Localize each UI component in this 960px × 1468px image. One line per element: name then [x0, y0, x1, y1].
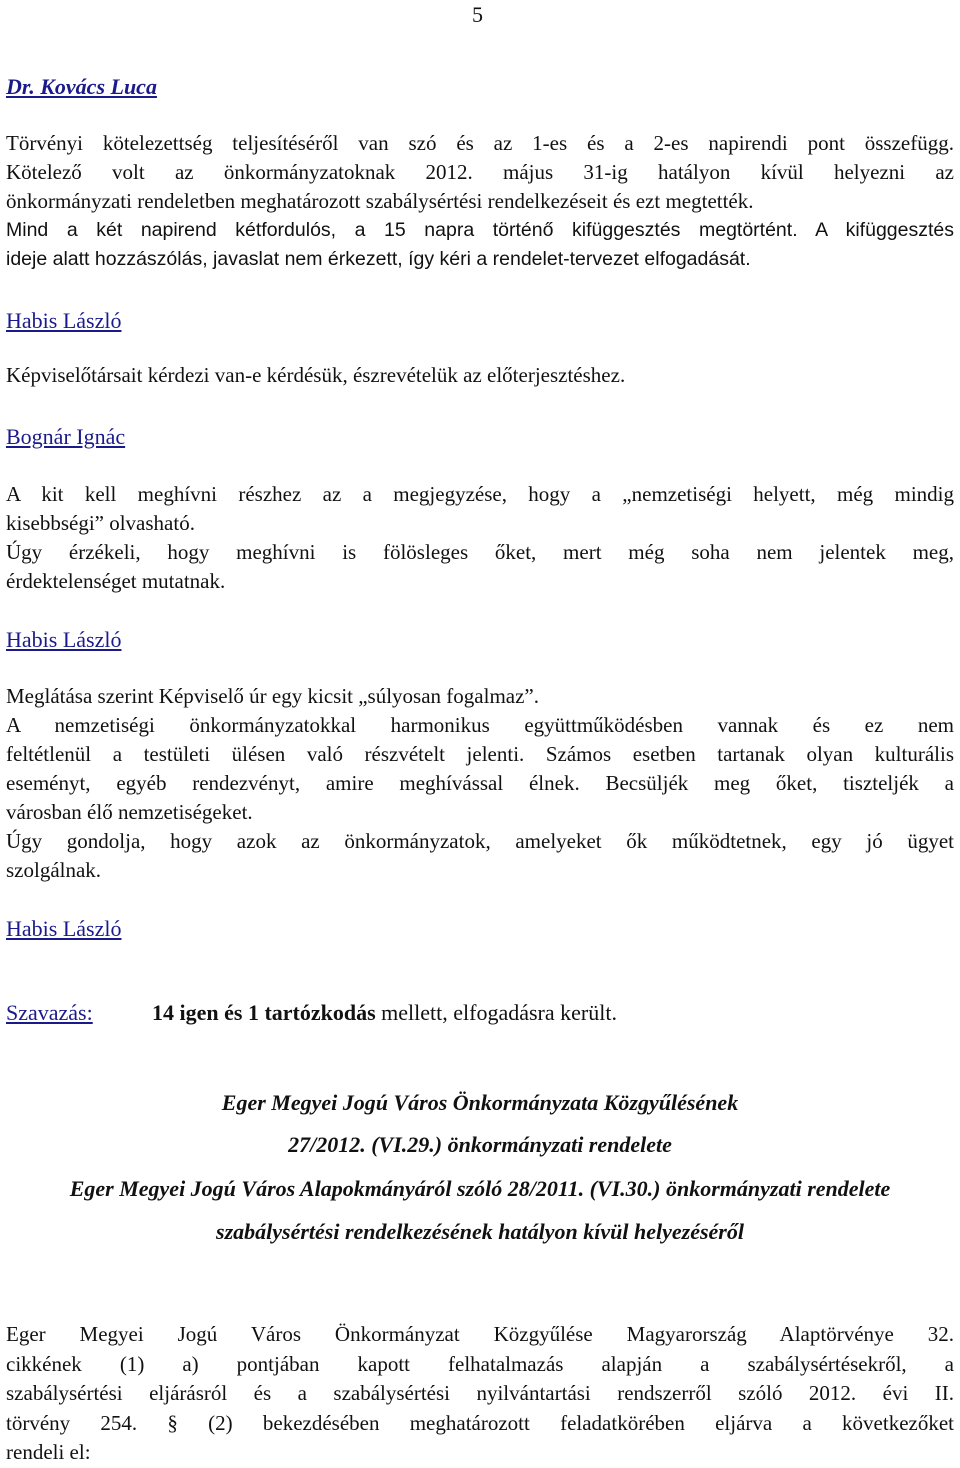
paragraph-line: kisebbségi” olvasható. [6, 511, 195, 535]
preamble-paragraph [6, 1320, 954, 1468]
decree-title-line-1: Eger Megyei Jogú Város Önkormányzata Közgyűlésének [221, 1090, 739, 1115]
speaker-name: Habis László [6, 916, 122, 941]
paragraph-line: szabálysértési eljárásról és a szabálysértési nyilvántartási rendszerről szóló 2012. évi II. [6, 1381, 954, 1405]
decree-title-line-2: 27/2012. (VI.29.) önkormányzati rendelete [288, 1132, 672, 1157]
paragraph [6, 480, 954, 596]
paragraph-line: önkormányzati rendeletben meghatározott szabálysértési rendelkezéseit és ezt megtették. [6, 189, 754, 213]
paragraph-line: városban élő nemzetiségeket. [6, 800, 253, 824]
paragraph-line: feltétlenül a testületi ülésen való részvételt jelenti. Számos esetben tartanak olyan kulturális [6, 742, 954, 766]
paragraph-line: Úgy érzékeli, hogy meghívni is fölösleges őket, mert még soha nem jelentek meg, [6, 540, 954, 564]
paragraph-line: eseményt, egyéb rendezvényt, amire meghívással élnek. Becsüljék meg őket, tiszteljék a [6, 771, 954, 795]
paragraph [6, 129, 954, 274]
decree-title-line-4: szabálysértési rendelkezésének hatályon kívül helyezéséről [216, 1219, 744, 1244]
speaker-name: Dr. Kovács Luca [6, 74, 157, 99]
paragraph-line: törvény 254. § (2) bekezdésében meghatározott feladatkörében eljárva a következőket [6, 1410, 954, 1435]
paragraph-line: ideje alatt hozzászólás, javaslat nem érkezett, így kéri a rendelet-tervezet elfogadását. [6, 248, 751, 270]
vote-label: Szavazás: [6, 1000, 93, 1025]
paragraph-line: A nemzetiségi önkormányzatokkal harmonikus együttműködésben vannak és ez nem [6, 713, 954, 737]
speaker-name: Habis László [6, 308, 122, 333]
paragraph-line: rendeli el: [6, 1440, 91, 1464]
paragraph-line: Úgy gondolja, hogy azok az önkormányzatok, amelyeket ők működtetnek, egy jó ügyet [6, 829, 954, 853]
paragraph-line: Meglátása szerint Képviselő úr egy kicsit „súlyosan fogalmaz”. [6, 684, 539, 708]
vote-result-bold: 14 igen és 1 tartózkodás [152, 1000, 376, 1025]
paragraph [6, 682, 954, 885]
paragraph-line: érdektelenséget mutatnak. [6, 569, 226, 593]
decree-title-line-3: Eger Megyei Jogú Város Alapokmányáról szóló 28/2011. (VI.30.) önkormányzati rendelete [69, 1176, 891, 1201]
paragraph-line: Képviselőtársait kérdezi van-e kérdésük, észrevételük az előterjesztéshez. [6, 363, 626, 387]
paragraph-line: A kit kell meghívni részhez az a megjegyzése, hogy a „nemzetiségi helyett, még mindig [6, 482, 954, 506]
speaker-name: Bognár Ignác [6, 424, 126, 449]
speaker-name: Habis László [6, 627, 122, 652]
paragraph-line: cikkének (1) a) pontjában kapott felhatalmazás alapján a szabálysértésekről, a [6, 1351, 954, 1376]
paragraph-line: Kötelező volt az önkormányzatoknak 2012. május 31-ig hatályon kívül helyezni az [6, 160, 954, 184]
vote-result-rest: mellett, elfogadásra került. [375, 1000, 617, 1025]
paragraph-line: szolgálnak. [6, 858, 102, 882]
paragraph-line: Mind a két napirend kétfordulós, a 15 napra történő kifüggesztés megtörtént. A kifüggesztés [6, 219, 954, 241]
paragraph-line: Törvényi kötelezettség teljesítéséről van szó és az 1-es és a 2-es napirendi pont összefügg. [6, 131, 954, 155]
page-number: 5 [472, 2, 483, 27]
paragraph-line: Eger Megyei Jogú Város Önkormányzat Közgyűlése Magyarország Alaptörvénye 32. [6, 1322, 954, 1346]
paragraph [6, 361, 954, 390]
vote-line [6, 1000, 617, 1026]
